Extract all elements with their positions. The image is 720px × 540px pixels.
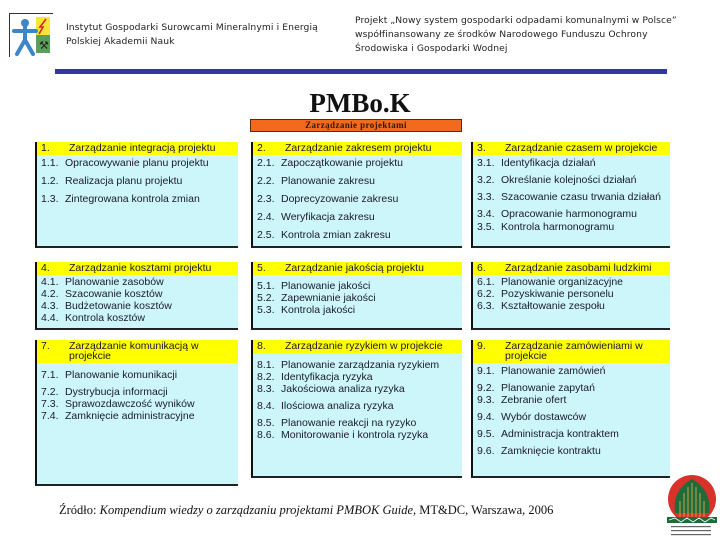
process-item [253,384,462,394]
process-item [37,387,238,397]
panel-header [253,262,462,275]
knowledge-area-panel-4 [35,262,238,330]
project-description [355,14,677,56]
process-name: Planowanie reakcji na ryzyko [281,417,417,429]
process-name: Dystrybucja informacji [65,386,168,398]
process-number: 2.4. [257,211,275,223]
process-number: 9.1. [477,365,495,377]
process-number: 2.3. [257,193,275,205]
panel-header-number: 5. [257,262,266,274]
process-item [473,383,670,393]
process-item [37,289,238,299]
panel-header-title: Zarządzanie komunikacją w projekcie [69,340,199,362]
process-item [253,430,462,440]
panel-header [473,262,670,275]
process-number: 7.1. [41,369,59,381]
panel-header-title: Zarządzanie kosztami projektu [69,262,212,274]
process-number: 4.2. [41,288,59,300]
process-item [37,411,238,421]
process-number: 5.2. [257,292,275,304]
process-item [473,446,670,456]
process-number: 2.5. [257,229,275,241]
page-title [0,88,720,119]
process-name: Zapoczątkowanie projektu [281,157,403,169]
process-number: 8.4. [257,400,275,412]
process-item [253,212,462,222]
svg-text:⚒: ⚒ [39,39,49,52]
process-item [253,158,462,168]
process-name: Planowanie organizacyjne [501,276,623,288]
process-number: 8.5. [257,417,275,429]
process-number: 9.3. [477,394,495,406]
process-item [37,277,238,287]
process-item [37,158,238,168]
process-number: 8.2. [257,371,275,383]
process-item [253,194,462,204]
process-name: Zamknięcie kontraktu [501,445,601,457]
process-item [37,313,238,323]
process-name: Zapewnianie jakości [281,292,376,304]
process-number: 1.2. [41,175,59,187]
process-item [253,281,462,291]
process-item [473,301,670,311]
process-number: 2.1. [257,157,275,169]
source-publisher: MT&DC, Warszawa, 2006 [419,503,554,517]
source-citation [59,503,553,518]
panel-header [37,262,238,275]
process-name: Jakościowa analiza ryzyka [281,383,405,395]
process-item [473,395,670,405]
process-name: Szacowanie kosztów [65,288,163,300]
subtitle-bar: Zarządzanie projektami [250,119,462,132]
knowledge-area-panel-8 [251,340,462,478]
process-number: 7.4. [41,410,59,422]
panel-header [473,340,670,363]
knowledge-area-panel-3 [471,142,670,248]
process-number: 1.3. [41,193,59,205]
process-number: 4.3. [41,300,59,312]
process-number: 7.2. [41,386,59,398]
process-name: Kontrola kosztów [65,312,145,324]
process-name: Planowanie zasobów [65,276,164,288]
ipgsm-logo [9,13,53,57]
process-name: Budżetowanie kosztów [65,300,172,312]
panel-header-number: 7. [41,340,50,352]
panel-header [37,340,238,363]
project-line-2: współfinansowany ze środków Narodowego Funduszu Ochrony [355,29,648,40]
process-name: Planowanie zakresu [281,175,375,187]
process-number: 9.6. [477,445,495,457]
process-item [473,429,670,439]
process-name: Planowanie zarządzania ryzykiem [281,359,440,371]
process-item [473,209,670,219]
process-name: Zamknięcie administracyjne [65,410,195,422]
process-number: 4.1. [41,276,59,288]
panel-header-title: Zarządzanie jakością projektu [285,262,424,274]
source-title: Kompendium wiedzy o zarządzaniu projektami PMBOK Guide, [99,503,417,517]
process-item [473,277,670,287]
panel-header-title: Zarządzanie czasem w projekcie [505,142,658,154]
process-number: 6.1. [477,276,495,288]
process-name: Ilościowa analiza ryzyka [281,400,394,412]
process-number: 8.3. [257,383,275,395]
process-number: 9.5. [477,428,495,440]
institute-line-2: Polskiej Akademii Nauk [66,36,175,47]
panel-header-number: 6. [477,262,486,274]
process-item [473,175,670,185]
project-line-1: Projekt „Nowy system gospodarki odpadami komunalnymi w Polsce” [355,15,677,26]
process-number: 3.2. [477,174,495,186]
knowledge-area-panel-7 [35,340,238,486]
project-line-3: Środowiska i Gospodarki Wodnej [355,43,508,54]
panel-header-title: Zarządzanie ryzykiem w projekcie [285,340,443,352]
process-name: Planowanie zamówień [501,365,606,377]
process-number: 1.1. [41,157,59,169]
process-name: Zebranie ofert [501,394,567,406]
process-item [37,370,238,380]
process-item [37,176,238,186]
panel-header-number: 9. [477,340,486,352]
process-number: 3.4. [477,208,495,220]
process-name: Monitorowanie i kontrola ryzyka [281,429,429,441]
knowledge-area-panel-5 [251,262,462,330]
process-number: 3.1. [477,157,495,169]
institute-line-1: Instytut Gospodarki Surowcami Mineralnymi i Energią [66,22,318,33]
panel-header [253,340,462,353]
process-number: 5.3. [257,304,275,316]
process-item [253,293,462,303]
process-number: 5.1. [257,280,275,292]
process-name: Kontrola harmonogramu [501,221,615,233]
process-item [253,305,462,315]
process-item [37,399,238,409]
process-item [473,222,670,232]
process-name: Pozyskiwanie personelu [501,288,614,300]
header-divider [55,69,667,74]
panel-header-title: Zarządzanie zasobami ludzkimi [505,262,652,274]
process-name: Kontrola jakości [281,304,356,316]
process-number: 2.2. [257,175,275,187]
panel-header [473,142,670,155]
process-item [473,412,670,422]
knowledge-area-panel-2 [251,142,462,248]
process-number: 6.3. [477,300,495,312]
process-number: 3.5. [477,221,495,233]
process-name: Realizacja planu projektu [65,175,183,187]
panel-header [37,142,238,155]
process-item [253,230,462,240]
process-name: Administracja kontraktem [501,428,619,440]
process-name: Opracowywanie planu projektu [65,157,209,169]
process-name: Planowanie komunikacji [65,369,178,381]
panel-header-title: Zarządzanie zamówieniami w projekcie [505,340,643,362]
process-item [253,401,462,411]
panel-header-number: 3. [477,142,486,154]
nfosigw-logo [663,473,720,540]
process-name: Kontrola zmian zakresu [281,229,391,241]
process-name: Doprecyzowanie zakresu [281,193,399,205]
process-name: Zintegrowana kontrola zmian [65,193,200,205]
panel-header-number: 4. [41,262,50,274]
panel-header-title: Zarządzanie integracją projektu [69,142,216,154]
process-number: 8.1. [257,359,275,371]
process-name: Określanie kolejności działań [501,174,637,186]
process-number: 9.4. [477,411,495,423]
knowledge-area-panel-1 [35,142,238,248]
process-item [473,192,670,202]
process-name: Weryfikacja zakresu [281,211,375,223]
process-number: 4.4. [41,312,59,324]
process-item [473,366,670,376]
process-number: 8.6. [257,429,275,441]
panel-header-number: 2. [257,142,266,154]
process-name: Planowanie zapytań [501,382,595,394]
process-item [473,158,670,168]
process-number: 3.3. [477,191,495,203]
panel-header-title: Zarządzanie zakresem projektu [285,142,432,154]
process-name: Identyfikacja działań [501,157,596,169]
process-item [37,301,238,311]
process-name: Kształtowanie zespołu [501,300,605,312]
process-item [37,194,238,204]
process-name: Identyfikacja ryzyka [281,371,373,383]
knowledge-area-panel-9 [471,340,670,478]
process-name: Planowanie jakości [281,280,371,292]
process-number: 7.3. [41,398,59,410]
process-item [253,418,462,428]
institute-name [66,21,318,49]
process-item [253,176,462,186]
process-item [253,360,462,370]
page-title-text: PMBo.K [309,88,411,118]
process-name: Opracowanie harmonogramu [501,208,637,220]
process-name: Sprawozdawczość wyników [65,398,195,410]
source-label: Źródło: [59,503,97,517]
process-number: 9.2. [477,382,495,394]
panel-header [253,142,462,155]
knowledge-area-panel-6 [471,262,670,330]
process-item [253,372,462,382]
process-number: 6.2. [477,288,495,300]
process-item [473,289,670,299]
panel-header-number: 1. [41,142,50,154]
process-name: Szacowanie czasu trwania działań [501,191,661,203]
process-name: Wybór dostawców [501,411,587,423]
panel-header-number: 8. [257,340,266,352]
